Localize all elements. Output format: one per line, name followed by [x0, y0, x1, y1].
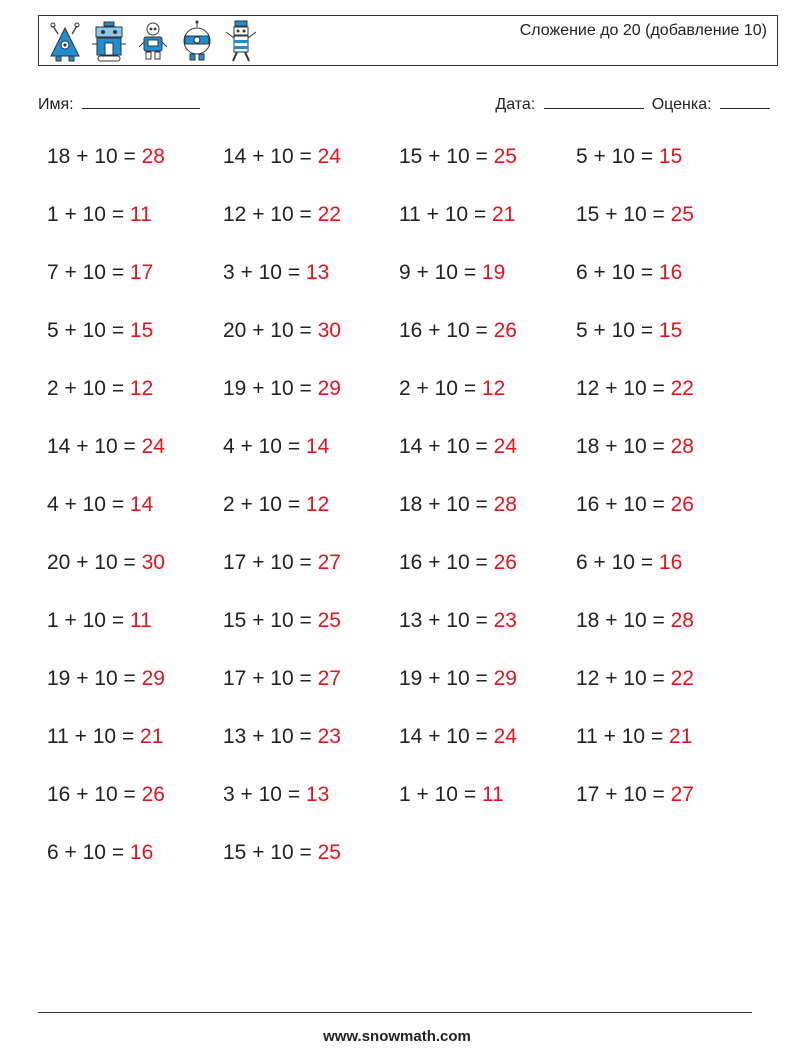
robot-tall-icon [223, 20, 259, 64]
problem-addend-a: 6 [576, 261, 588, 284]
problem-answer: 28 [493, 493, 517, 516]
problem-answer: 30 [317, 319, 341, 342]
problem-addend-a: 19 [47, 667, 71, 690]
problem-item: 4 + 10 = 14 [223, 435, 330, 458]
robot-small-icon [135, 20, 171, 64]
problem-item: 16 + 10 = 26 [47, 783, 165, 806]
date-field [495, 94, 643, 114]
date-blank [544, 94, 644, 109]
grade-blank [720, 94, 770, 109]
problem-item: 4 + 10 = 14 [47, 493, 154, 516]
problem-item: 20 + 10 = 30 [47, 551, 165, 574]
problem-item: 2 + 10 = 12 [223, 493, 330, 516]
problem-answer: 14 [129, 493, 154, 516]
problem-answer: 27 [317, 551, 341, 574]
problem-addend-b: 10 [82, 319, 106, 342]
problem-addend-a: 17 [576, 783, 600, 806]
problem-addend-a: 19 [399, 667, 423, 690]
problem-addend-b: 10 [270, 667, 294, 690]
robot-round-icon [179, 20, 215, 64]
problem-answer: 11 [481, 783, 504, 806]
problem-addend-b: 10 [270, 145, 294, 168]
problem-addend-b: 10 [623, 377, 647, 400]
problem-answer: 15 [658, 145, 683, 168]
problem-addend-a: 1 [47, 609, 59, 632]
problem-addend-a: 7 [47, 261, 59, 284]
problem-answer: 26 [670, 493, 694, 516]
problem-addend-a: 9 [399, 261, 411, 284]
problem-answer: 27 [317, 667, 341, 690]
problem-item: 6 + 10 = 16 [576, 261, 683, 284]
problem-answer: 28 [670, 609, 694, 632]
problem-addend-b: 10 [270, 725, 294, 748]
problem-addend-b: 10 [82, 377, 106, 400]
problem-addend-b: 10 [270, 609, 294, 632]
problem-addend-a: 12 [223, 203, 247, 226]
problem-addend-a: 17 [223, 667, 247, 690]
problem-item: 1 + 10 = 11 [47, 203, 152, 226]
page-title: Сложение до 20 (добавление 10) [519, 22, 767, 39]
problem-addend-b: 10 [270, 551, 294, 574]
problem-addend-b: 10 [258, 493, 282, 516]
problem-addend-b: 10 [94, 435, 118, 458]
problem-item: 12 + 10 = 22 [223, 203, 341, 226]
problem-item: 2 + 10 = 12 [47, 377, 154, 400]
problem-addend-b: 10 [446, 609, 470, 632]
problem-item: 3 + 10 = 13 [223, 783, 330, 806]
name-field [38, 94, 200, 114]
problem-addend-b: 10 [623, 609, 647, 632]
robot-icons [47, 20, 259, 64]
problem-item: 15 + 10 = 25 [223, 609, 341, 632]
problem-answer: 17 [129, 261, 154, 284]
problem-addend-b: 10 [82, 493, 106, 516]
footer-divider [38, 1012, 752, 1013]
problem-addend-b: 10 [270, 841, 294, 864]
problem-answer: 13 [305, 261, 330, 284]
problem-answer: 15 [129, 319, 154, 342]
problem-addend-b: 10 [623, 435, 647, 458]
date-grade-fields [495, 94, 770, 114]
problem-addend-a: 4 [47, 493, 59, 516]
problem-item: 2 + 10 = 12 [399, 377, 506, 400]
problem-addend-a: 15 [576, 203, 600, 226]
problem-addend-b: 10 [446, 725, 470, 748]
problem-answer: 19 [481, 261, 506, 284]
problem-item: 16 + 10 = 26 [399, 551, 517, 574]
problem-addend-a: 15 [223, 841, 247, 864]
problem-addend-a: 11 [47, 725, 69, 748]
problem-addend-a: 3 [223, 261, 235, 284]
problem-addend-b: 10 [258, 783, 282, 806]
problem-answer: 26 [493, 319, 517, 342]
problem-addend-b: 10 [94, 667, 118, 690]
problem-item: 18 + 10 = 28 [576, 609, 694, 632]
name-blank [82, 94, 200, 109]
problem-answer: 27 [670, 783, 694, 806]
problem-item: 17 + 10 = 27 [576, 783, 694, 806]
problem-answer: 25 [493, 145, 517, 168]
problem-item: 6 + 10 = 16 [576, 551, 683, 574]
problem-addend-b: 10 [446, 493, 470, 516]
problem-addend-a: 15 [399, 145, 423, 168]
problem-addend-b: 10 [434, 783, 458, 806]
problem-addend-b: 10 [611, 551, 635, 574]
problem-answer: 26 [493, 551, 517, 574]
problem-addend-a: 11 [576, 725, 598, 748]
problem-item: 15 + 10 = 25 [399, 145, 517, 168]
problem-item: 5 + 10 = 15 [576, 145, 683, 168]
problem-answer: 28 [141, 145, 165, 168]
problem-item: 14 + 10 = 24 [399, 725, 517, 748]
problem-addend-b: 10 [258, 435, 282, 458]
problem-item: 14 + 10 = 24 [47, 435, 165, 458]
problem-addend-b: 10 [611, 319, 635, 342]
problem-addend-a: 5 [576, 145, 588, 168]
problem-item: 19 + 10 = 29 [399, 667, 517, 690]
problem-addend-a: 12 [576, 667, 600, 690]
problem-addend-b: 10 [446, 435, 470, 458]
problem-item: 19 + 10 = 29 [223, 377, 341, 400]
problem-addend-b: 10 [611, 145, 635, 168]
problem-answer: 23 [493, 609, 517, 632]
problem-addend-a: 16 [47, 783, 71, 806]
problem-addend-b: 10 [623, 493, 647, 516]
problem-addend-a: 14 [399, 435, 423, 458]
problem-answer: 25 [670, 203, 694, 226]
problem-addend-a: 16 [576, 493, 600, 516]
problem-addend-b: 10 [623, 783, 647, 806]
header-box [38, 15, 778, 66]
problem-addend-a: 16 [399, 551, 423, 574]
problem-addend-a: 6 [576, 551, 588, 574]
problem-addend-b: 10 [446, 145, 470, 168]
problem-addend-a: 16 [399, 319, 423, 342]
problem-item: 14 + 10 = 24 [223, 145, 341, 168]
problem-addend-a: 14 [399, 725, 423, 748]
problem-item: 5 + 10 = 15 [47, 319, 154, 342]
problem-answer: 25 [317, 841, 341, 864]
problem-addend-b: 10 [270, 377, 294, 400]
problem-addend-b: 10 [446, 319, 470, 342]
problem-item: 16 + 10 = 26 [576, 493, 694, 516]
problem-grid [47, 145, 753, 899]
problem-item: 18 + 10 = 28 [399, 493, 517, 516]
problem-answer: 21 [140, 725, 164, 748]
problem-answer: 12 [129, 377, 154, 400]
problem-item: 11 + 10 = 21 [47, 725, 164, 748]
problem-answer: 24 [493, 435, 517, 458]
problem-addend-b: 10 [92, 725, 117, 748]
grade-field [652, 94, 770, 114]
problem-answer: 26 [141, 783, 165, 806]
problem-addend-b: 10 [94, 145, 118, 168]
problem-addend-b: 10 [621, 725, 646, 748]
problem-addend-b: 10 [270, 319, 294, 342]
problem-addend-a: 5 [47, 319, 59, 342]
problem-item: 15 + 10 = 25 [576, 203, 694, 226]
problem-addend-a: 14 [223, 145, 247, 168]
problem-item: 7 + 10 = 17 [47, 261, 154, 284]
problem-item: 9 + 10 = 19 [399, 261, 506, 284]
problem-answer: 22 [317, 203, 341, 226]
problem-addend-b: 10 [623, 667, 647, 690]
problem-answer: 23 [317, 725, 341, 748]
robot-box-icon [91, 20, 127, 64]
problem-item: 13 + 10 = 23 [223, 725, 341, 748]
problem-answer: 22 [670, 377, 694, 400]
problem-addend-b: 10 [623, 203, 647, 226]
problem-addend-b: 10 [446, 551, 470, 574]
problem-addend-a: 2 [47, 377, 59, 400]
problem-addend-b: 10 [82, 841, 106, 864]
problem-addend-a: 19 [223, 377, 247, 400]
problem-answer: 11 [129, 609, 152, 632]
problem-answer: 25 [317, 609, 341, 632]
problem-item: 17 + 10 = 27 [223, 667, 341, 690]
problem-addend-a: 6 [47, 841, 59, 864]
problem-addend-b: 10 [434, 261, 458, 284]
problem-item: 11 + 10 = 21 [399, 203, 516, 226]
problem-answer: 12 [481, 377, 506, 400]
problem-addend-a: 20 [47, 551, 71, 574]
problem-addend-a: 11 [399, 203, 421, 226]
problem-item: 1 + 10 = 11 [399, 783, 504, 806]
problem-answer: 29 [493, 667, 517, 690]
problem-answer: 24 [141, 435, 165, 458]
problem-item: 14 + 10 = 24 [399, 435, 517, 458]
problem-answer: 21 [492, 203, 516, 226]
problem-addend-a: 3 [223, 783, 235, 806]
problem-answer: 22 [670, 667, 694, 690]
problem-item: 6 + 10 = 16 [47, 841, 154, 864]
problem-item: 15 + 10 = 25 [223, 841, 341, 864]
problem-addend-a: 15 [223, 609, 247, 632]
problem-addend-a: 13 [223, 725, 247, 748]
problem-answer: 29 [317, 377, 341, 400]
footer-url: www.snowmath.com [323, 1028, 471, 1045]
problem-item: 18 + 10 = 28 [576, 435, 694, 458]
problem-item: 20 + 10 = 30 [223, 319, 341, 342]
name-label: Имя: [38, 96, 74, 113]
problem-item: 5 + 10 = 15 [576, 319, 683, 342]
problem-addend-a: 18 [576, 609, 600, 632]
problem-addend-b: 10 [270, 203, 294, 226]
problem-answer: 16 [658, 261, 683, 284]
problem-addend-b: 10 [434, 377, 458, 400]
problem-addend-a: 5 [576, 319, 588, 342]
problem-answer: 24 [317, 145, 341, 168]
problem-answer: 16 [658, 551, 683, 574]
problem-addend-b: 10 [82, 261, 106, 284]
problem-answer: 13 [305, 783, 330, 806]
problem-addend-a: 17 [223, 551, 247, 574]
problem-addend-a: 2 [223, 493, 235, 516]
problem-addend-b: 10 [82, 609, 106, 632]
problem-item: 13 + 10 = 23 [399, 609, 517, 632]
problem-answer: 12 [305, 493, 330, 516]
problem-item: 12 + 10 = 22 [576, 667, 694, 690]
problem-item: 16 + 10 = 26 [399, 319, 517, 342]
problem-addend-a: 2 [399, 377, 411, 400]
problem-answer: 29 [141, 667, 165, 690]
grade-label: Оценка: [651, 96, 712, 113]
problem-item: 11 + 10 = 21 [576, 725, 693, 748]
problem-addend-a: 1 [47, 203, 59, 226]
problem-addend-a: 13 [399, 609, 423, 632]
problem-answer: 28 [670, 435, 694, 458]
problem-addend-a: 12 [576, 377, 600, 400]
problem-addend-b: 10 [446, 667, 470, 690]
problem-item: 18 + 10 = 28 [47, 145, 165, 168]
problem-item: 19 + 10 = 29 [47, 667, 165, 690]
problem-answer: 24 [493, 725, 517, 748]
problem-answer: 21 [669, 725, 693, 748]
robot-triangle-icon [47, 20, 83, 64]
problem-addend-a: 18 [399, 493, 423, 516]
problem-answer: 15 [658, 319, 683, 342]
problem-answer: 11 [129, 203, 152, 226]
problem-answer: 16 [129, 841, 154, 864]
problem-addend-a: 1 [399, 783, 411, 806]
date-label: Дата: [495, 96, 536, 113]
problem-item: 3 + 10 = 13 [223, 261, 330, 284]
problem-addend-a: 18 [576, 435, 600, 458]
problem-item: 12 + 10 = 22 [576, 377, 694, 400]
problem-addend-a: 14 [47, 435, 71, 458]
problem-addend-b: 10 [258, 261, 282, 284]
problem-item: 1 + 10 = 11 [47, 609, 152, 632]
problem-addend-a: 4 [223, 435, 235, 458]
problem-addend-a: 20 [223, 319, 247, 342]
problem-addend-b: 10 [82, 203, 106, 226]
problem-addend-b: 10 [444, 203, 469, 226]
problem-item: 17 + 10 = 27 [223, 551, 341, 574]
problem-answer: 14 [305, 435, 330, 458]
problem-answer: 30 [141, 551, 165, 574]
problem-addend-b: 10 [94, 551, 118, 574]
problem-addend-b: 10 [94, 783, 118, 806]
problem-addend-a: 18 [47, 145, 71, 168]
problem-addend-b: 10 [611, 261, 635, 284]
